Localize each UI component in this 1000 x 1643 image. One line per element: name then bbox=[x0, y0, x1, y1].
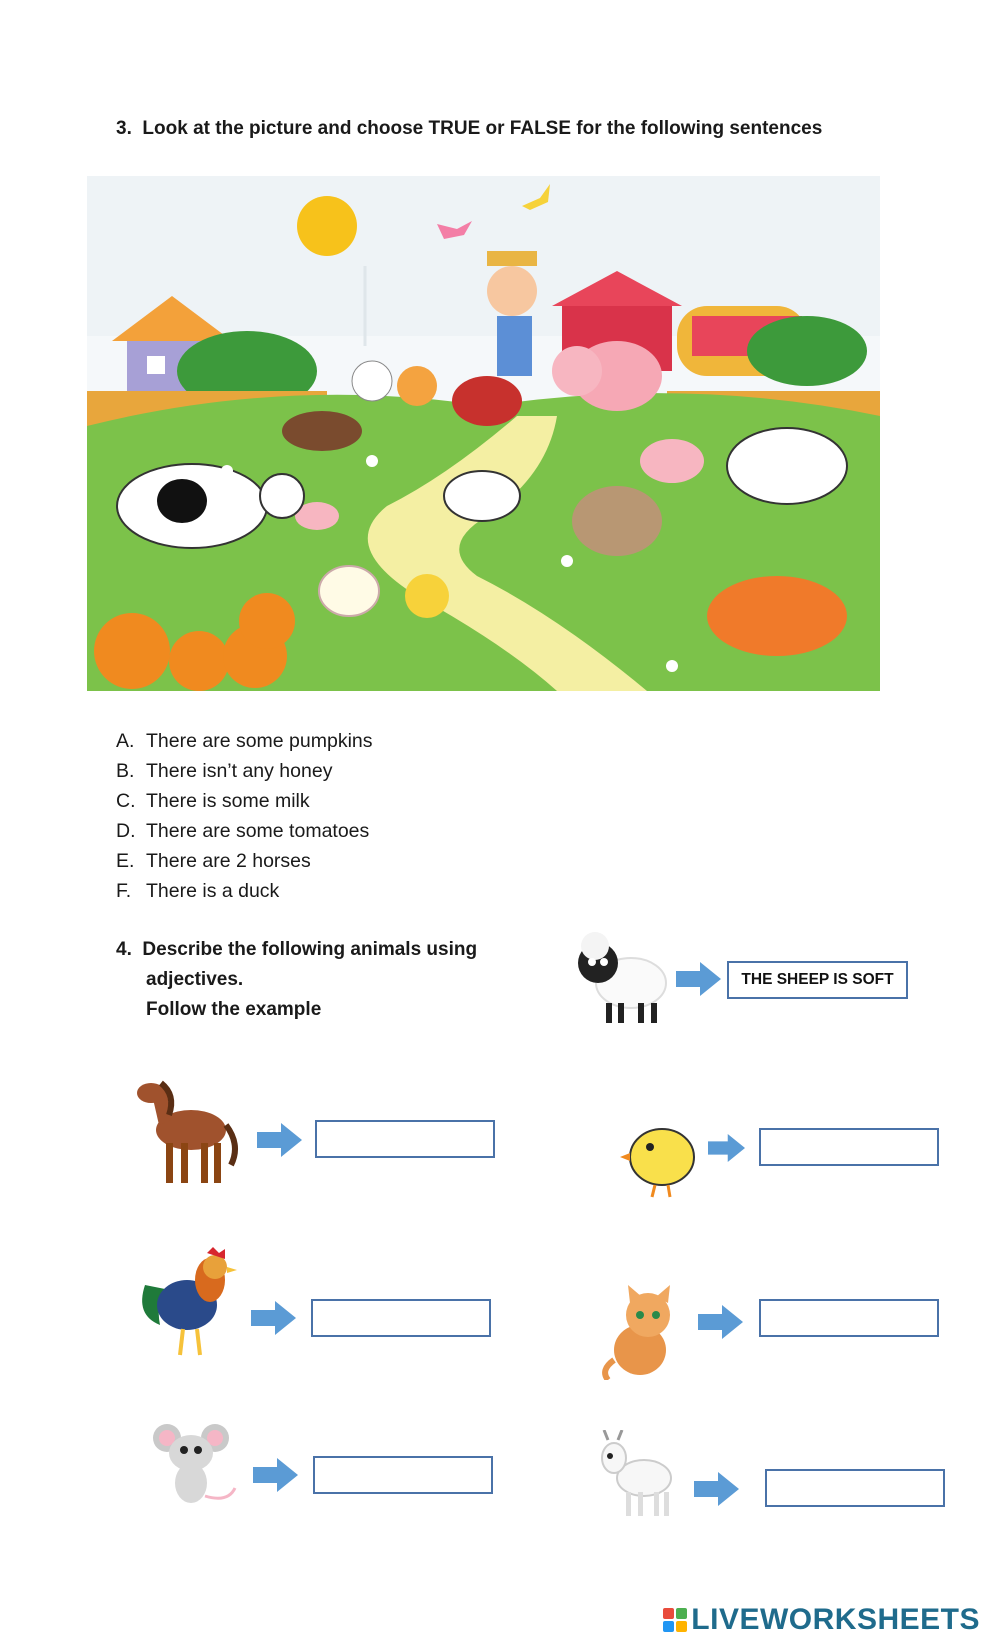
cow-icon bbox=[727, 428, 847, 504]
list-item: F. There is a duck bbox=[116, 880, 280, 902]
cat-icon bbox=[600, 1285, 680, 1385]
arrow-right-icon bbox=[676, 962, 721, 996]
liveworksheets-logo bbox=[663, 1603, 980, 1637]
list-item: B. There isn’t any honey bbox=[116, 760, 333, 782]
question-instruction: Look at the picture and choose TRUE or FALSE for the following sentences bbox=[142, 118, 823, 139]
duck-icon bbox=[319, 566, 379, 616]
answer-box-goat[interactable] bbox=[765, 1469, 945, 1507]
answer-box-cat[interactable] bbox=[759, 1299, 939, 1337]
list-item: D. There are some tomatoes bbox=[116, 820, 370, 842]
farmer-icon bbox=[487, 266, 537, 316]
arrow-right-icon bbox=[253, 1458, 298, 1492]
hen-icon bbox=[397, 366, 437, 406]
arrow-right-icon bbox=[698, 1305, 743, 1339]
goat-icon bbox=[596, 1430, 676, 1525]
arrow-right-icon bbox=[694, 1472, 739, 1506]
question-4-title bbox=[116, 935, 477, 1025]
hen-icon bbox=[352, 361, 392, 401]
question-3-title bbox=[116, 118, 822, 140]
tomato-basket-icon bbox=[452, 376, 522, 426]
farm-scene-image bbox=[87, 176, 880, 691]
answer-box-rooster[interactable] bbox=[311, 1299, 491, 1337]
sheep-icon bbox=[573, 928, 673, 1033]
arrow-right-icon bbox=[257, 1123, 302, 1157]
pumpkin-icon bbox=[169, 631, 229, 691]
arrow-right-icon bbox=[708, 1133, 745, 1163]
arrow-right-icon bbox=[251, 1301, 296, 1335]
list-item: A. There are some pumpkins bbox=[116, 730, 373, 752]
chick-icon bbox=[620, 1115, 700, 1205]
statement-list bbox=[116, 726, 373, 906]
question-number: 4. bbox=[116, 939, 132, 960]
chick-icon bbox=[405, 574, 449, 618]
question-instruction-line2: adjectives. bbox=[146, 969, 244, 990]
pumpkin-icon bbox=[94, 613, 170, 689]
horse-icon bbox=[282, 411, 362, 451]
rooster-icon bbox=[135, 1245, 240, 1365]
question-number: 3. bbox=[116, 118, 132, 139]
dog-icon bbox=[444, 471, 520, 521]
question-instruction-line3: Follow the example bbox=[146, 999, 322, 1020]
list-item: E. There are 2 horses bbox=[116, 850, 311, 872]
example-answer-box: THE SHEEP IS SOFT bbox=[727, 961, 908, 999]
question-instruction-line1: Describe the following animals using bbox=[142, 939, 478, 960]
logo-icon bbox=[663, 1608, 687, 1632]
answer-box-mouse[interactable] bbox=[313, 1456, 493, 1494]
answer-box-horse[interactable] bbox=[315, 1120, 495, 1158]
brand-name: LIVEWORKSHEETS bbox=[691, 1603, 980, 1636]
answer-box-chick[interactable] bbox=[759, 1128, 939, 1166]
pumpkin-icon bbox=[239, 593, 295, 649]
horse-icon bbox=[572, 486, 662, 556]
horse-icon bbox=[131, 1075, 241, 1195]
fox-icon bbox=[707, 576, 847, 656]
mouse-icon bbox=[153, 1418, 238, 1513]
sun-icon bbox=[297, 196, 357, 256]
list-item: C. There is some milk bbox=[116, 790, 310, 812]
